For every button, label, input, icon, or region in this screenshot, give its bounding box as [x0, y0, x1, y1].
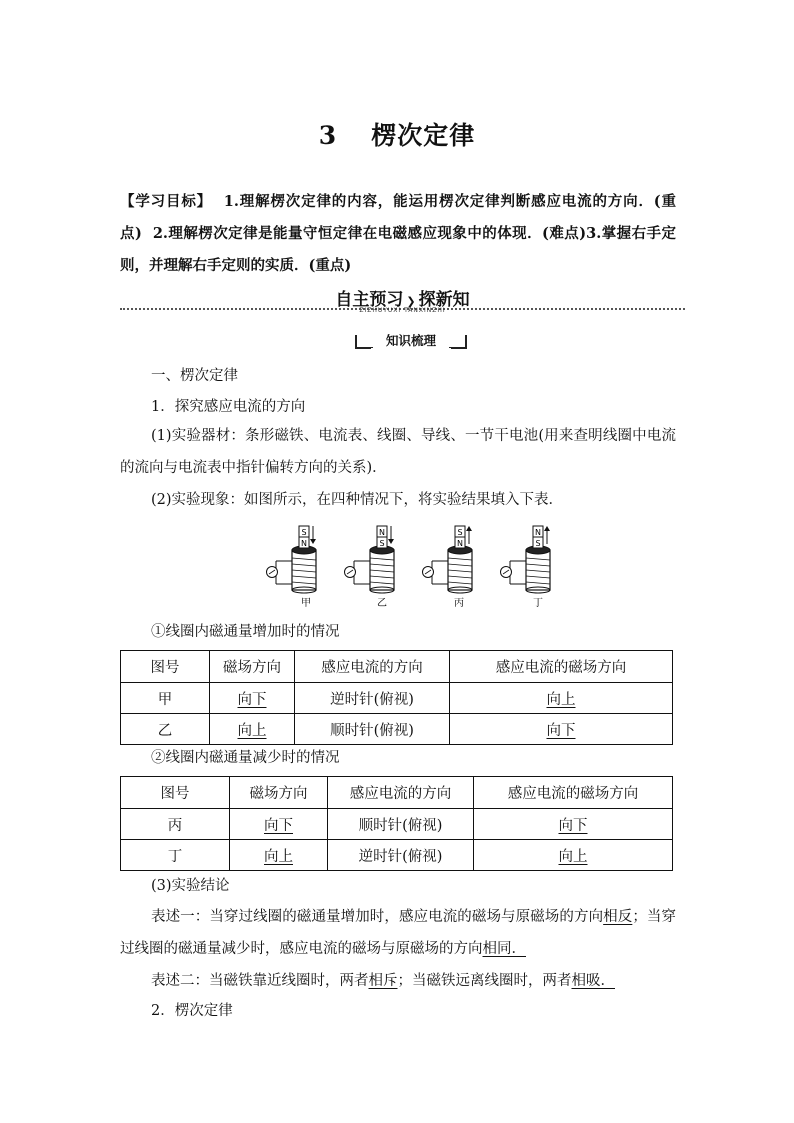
- table-row: 丁 向上 逆时针(俯视) 向上: [121, 840, 673, 871]
- coil-jia: [267, 526, 317, 593]
- knowledge-tag: [355, 333, 467, 349]
- objective-2: 2.理解楞次定律是能量守恒定律在电磁感应现象中的体现．(难点): [152, 225, 587, 242]
- coil-ding: [501, 526, 551, 593]
- learning-objectives: [120, 186, 676, 282]
- table-row: 甲 向下 逆时针(俯视) 向上: [121, 683, 673, 714]
- case-1-heading: ①线圈内磁通量增加时的情况: [151, 624, 340, 640]
- magnet-pole-bottom-3: N: [457, 539, 463, 548]
- table-header-row: 图号 磁场方向 感应电流的方向 感应电流的磁场方向: [121, 777, 673, 809]
- magnet-pole-top-2: N: [379, 528, 385, 537]
- figure-label-1: 甲: [301, 598, 311, 609]
- knowledge-tag-label: 知识梳理: [373, 333, 449, 349]
- section-heading-1: 一、楞次定律: [151, 368, 238, 384]
- magnet-pole-top-4: N: [535, 528, 541, 537]
- table-flux-decrease: [120, 776, 673, 871]
- title-text: 楞次定律: [371, 121, 476, 150]
- figure-label-2: 乙: [377, 598, 387, 609]
- statement-1-paragraph: 表述一：当穿过线圈的磁通量增加时，感应电流的磁场与原磁场的方向相反；当穿过线圈的磁通量减少时，感应电流的磁场与原磁场的方向相同．: [120, 909, 676, 957]
- phenomenon-paragraph: (2)实验现象：如图所示，在四种情况下，将实验结果填入下表．: [151, 492, 564, 508]
- subsection-heading-1: 1．探究感应电流的方向: [151, 399, 306, 415]
- case-2-heading: ②线圈内磁通量减少时的情况: [151, 750, 340, 766]
- objectives-label: 【学习目标】: [120, 193, 213, 210]
- conclusion-heading: (3)实验结论: [151, 878, 230, 894]
- title-number: 3: [318, 121, 338, 150]
- answer-same: 相同．: [482, 941, 526, 957]
- section-banner: [120, 285, 685, 319]
- coil-yi: [345, 526, 395, 593]
- table-header-row: 图号 磁场方向 感应电流的方向 感应电流的磁场方向: [121, 651, 673, 683]
- magnet-pole-bottom-2: S: [379, 539, 385, 548]
- objective-3: 3.掌握右手定则，并理解右手定则的实质．(重点): [120, 225, 676, 274]
- equipment-paragraph: (1)实验器材：条形磁铁、电流表、线圈、导线、一节干电池(用来查明线圈中电流的流向与电流表中指针偏转方向的关系)．: [120, 428, 676, 476]
- answer-attract: 相吸．: [571, 973, 615, 989]
- banner-arrow-icon: ❯: [406, 295, 416, 308]
- statement-2-paragraph: 表述二：当磁铁靠近线圈时，两者相斥；当磁铁远离线圈时，两者相吸．: [151, 973, 615, 989]
- page-title: [0, 116, 794, 152]
- magnet-pole-top-1: S: [301, 528, 307, 537]
- table-flux-increase: [120, 650, 673, 745]
- answer-repel: 相斥: [368, 973, 398, 989]
- magnet-pole-top-3: S: [457, 528, 463, 537]
- experiment-figure: [262, 524, 562, 612]
- table-row: 乙 向上 顺时针(俯视) 向下: [121, 714, 673, 745]
- figure-label-3: 丙: [454, 598, 464, 609]
- banner-title: 自主预习 ❯ 探新知: [335, 290, 470, 310]
- magnet-pole-bottom-4: S: [535, 539, 541, 548]
- coil-bing: [423, 526, 473, 593]
- answer-opposite: 相反: [603, 909, 633, 925]
- magnet-pole-bottom-1: N: [301, 539, 307, 548]
- subsection-heading-2: 2．楞次定律: [151, 1003, 233, 1019]
- objective-1: 1.理解楞次定律的内容，能运用楞次定律判断感应电流的方向．(重点): [120, 193, 677, 242]
- table-row: 丙 向下 顺时针(俯视) 向下: [121, 809, 673, 840]
- banner-subtitle: ZIZHUYUXI TANXINZHI: [359, 307, 446, 314]
- figure-label-4: 丁: [533, 598, 543, 609]
